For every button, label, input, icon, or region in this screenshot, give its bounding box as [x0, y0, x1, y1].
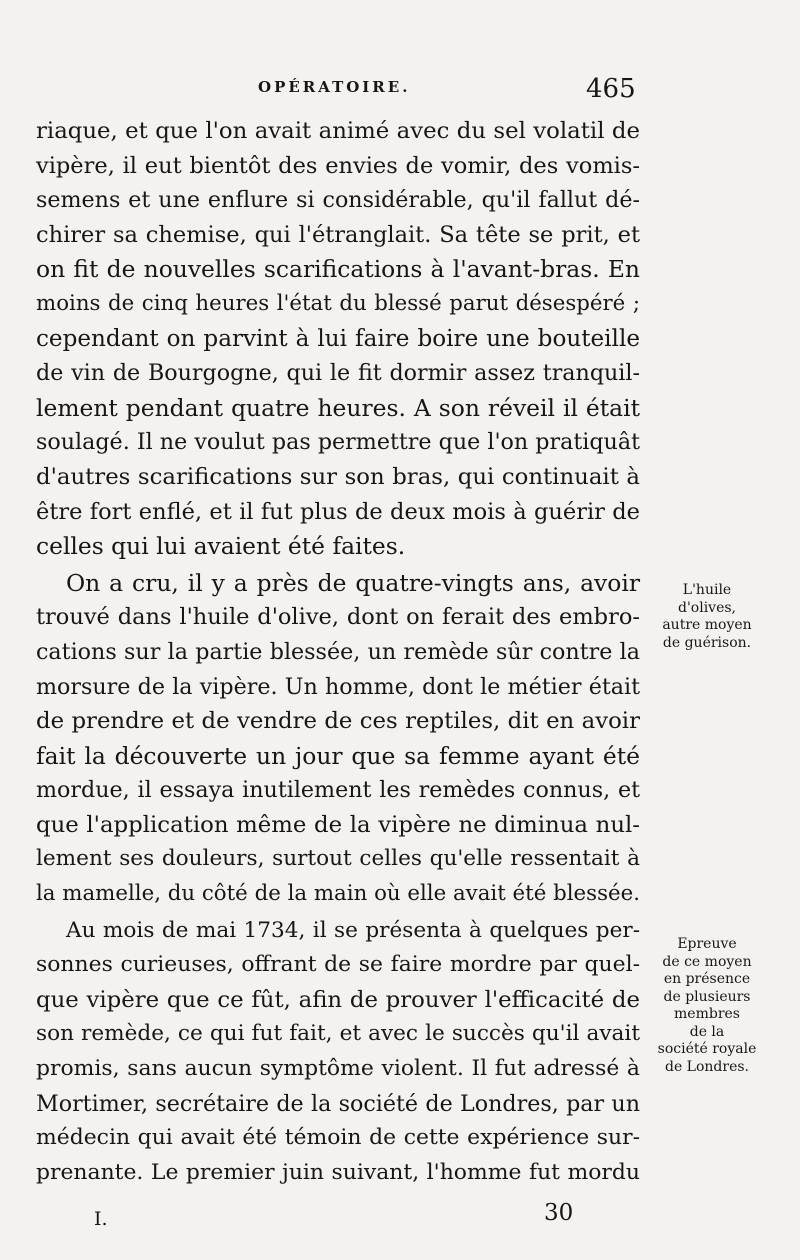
margin-note-line: de Londres.	[664, 1058, 749, 1075]
text-line: que l'application même de la vipère ne diminua nul-	[36, 811, 640, 838]
body-text	[36, 114, 640, 1190]
text-line: lement ses douleurs, surtout celles qu'elle ressentait à	[36, 846, 640, 872]
text-line: On a cru, il y a près de quatre-vingts ans, avoir	[66, 568, 640, 597]
page-footer	[0, 1200, 800, 1234]
text-line: la mamelle, du côté de la main où elle avait été blessée.	[36, 881, 640, 907]
text-line: vipère, il eut bientôt des envies de vomir, des vomis-	[36, 152, 640, 179]
margin-note-line: membres	[674, 1006, 740, 1022]
text-line: prenante. Le premier juin suivant, l'homme fut mordu	[36, 1159, 640, 1185]
margin-note-line: de la	[689, 1023, 725, 1040]
margin-note-line: autre moyen	[662, 617, 752, 633]
paragraph	[36, 566, 640, 912]
text-line: son remède, ce qui fut fait, et avec le succès qu'il avait	[36, 1021, 640, 1047]
text-line: celles qui lui avaient été faites.	[36, 532, 406, 561]
margin-note-line: société royale	[657, 1041, 757, 1057]
text-line: sonnes curieuses, offrant de se faire mordre par quel-	[36, 952, 640, 978]
text-line: être fort enflé, et il fut plus de deux mois à guérir de	[36, 498, 640, 525]
page-number: 465	[586, 74, 636, 104]
paragraph	[36, 914, 640, 1191]
text-line: morsure de la vipère. Un homme, dont le métier était	[36, 673, 640, 700]
text-line: mordue, il essaya inutilement les remèdes connus, et	[36, 777, 640, 804]
text-line: médecin qui avait été témoin de cette expérience sur-	[36, 1125, 640, 1151]
text-line: soulagé. Il ne voulut pas permettre que l'on pratiquât	[36, 429, 640, 456]
text-line: de prendre et de vendre de ces reptiles, dit en avoir	[36, 708, 640, 735]
text-line: que vipère que ce fût, afin de prouver l'efficacité de	[36, 986, 640, 1013]
margin-note-royal-society	[648, 936, 766, 1076]
text-line: d'autres scarifications sur son bras, qui continuait à	[36, 463, 640, 490]
text-line: fait la découverte un jour que sa femme ayant été	[36, 741, 640, 770]
text-line: lement pendant quatre heures. A son réveil il était	[36, 393, 640, 422]
margin-note-line: Epreuve	[677, 936, 737, 952]
page-header	[0, 74, 800, 106]
text-line: riaque, et que l'on avait animé avec du sel volatil de	[36, 118, 640, 144]
margin-note-line: de plusieurs	[663, 988, 751, 1005]
text-line: de vin de Bourgogne, qui le fit dormir assez tranquil-	[36, 360, 640, 387]
text-line: promis, sans aucun symptôme violent. Il fut adressé à	[36, 1056, 640, 1082]
text-line: chirer sa chemise, qui l'étranglait. Sa tête se prit, et	[36, 221, 640, 248]
text-line: moins de cinq heures l'état du blessé parut désespéré ;	[36, 290, 640, 316]
text-line: on fit de nouvelles scarifications à l'avant-bras. En	[36, 255, 640, 284]
margin-note-line: de guérison.	[662, 634, 752, 651]
paragraph	[36, 114, 640, 564]
text-line: Au mois de mai 1734, il se présenta à quelques per-	[66, 917, 640, 943]
text-line: cations sur la partie blessée, un remède sûr contre la	[36, 638, 640, 665]
text-line: semens et une enflure si considérable, qu'il fallut dé-	[36, 187, 640, 214]
text-line: Mortimer, secrétaire de la société de Londres, par un	[36, 1090, 640, 1117]
text-line: trouvé dans l'huile d'olive, dont on ferait des embro-	[36, 604, 640, 631]
margin-note-line: d'olives,	[677, 599, 737, 616]
running-head: OPÉRATOIRE.	[258, 78, 411, 96]
margin-note-line: en présence	[663, 971, 751, 987]
text-line: cependant on parvint à lui faire boire une bouteille	[36, 325, 640, 352]
margin-note-olive-oil	[648, 582, 766, 652]
volume-signature: I.	[94, 1208, 108, 1230]
margin-note-line: de ce moyen	[662, 953, 752, 970]
gathering-mark: 30	[544, 1200, 574, 1226]
margin-note-line: L'huile	[682, 582, 732, 598]
